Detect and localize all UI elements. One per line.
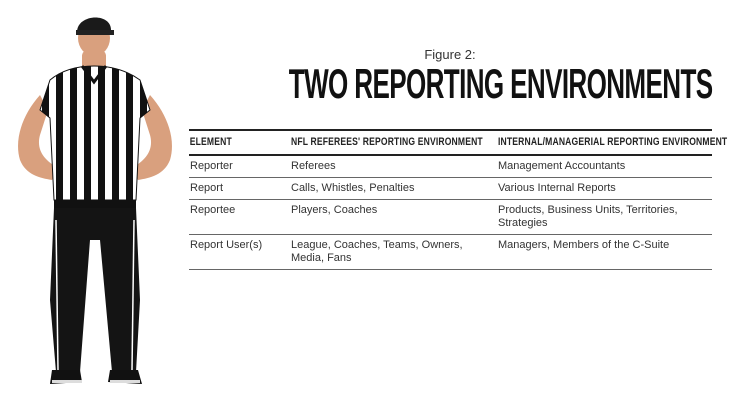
header-internal: INTERNAL/MANAGERIAL REPORTING ENVIRONMENT [498,136,728,148]
table-row [189,235,712,270]
table-cell: Calls, Whistles, Penalties [291,182,415,194]
table-cell: Report User(s) [190,239,263,251]
header-element: ELEMENT [189,136,232,148]
figure-title: TWO REPORTING ENVIRONMENTS [288,60,713,107]
table-cell: Products, Business Units, Territories, Strategies [498,204,678,229]
referee-illustration [0,0,185,404]
table-row [189,178,712,200]
table-cell: Players, Coaches [291,204,378,216]
table-header-row [189,129,728,156]
table-cell: Reportee [190,204,236,216]
figure-label: Figure 2: [424,47,476,62]
table-cell: Referees [291,160,336,172]
table-cell: League, Coaches, Teams, Owners, Media, Fans [291,239,463,264]
comparison-table [189,129,728,270]
table-cell: Report [190,182,224,194]
table-cell: Managers, Members of the C-Suite [498,239,670,251]
table-row [189,200,712,235]
table-cell: Management Accountants [498,160,626,172]
table-cell: Reporter [190,160,233,172]
table-row [189,156,712,178]
table-cell: Various Internal Reports [498,182,616,194]
header-nfl: NFL REFEREES' REPORTING ENVIRONMENT [291,136,483,148]
